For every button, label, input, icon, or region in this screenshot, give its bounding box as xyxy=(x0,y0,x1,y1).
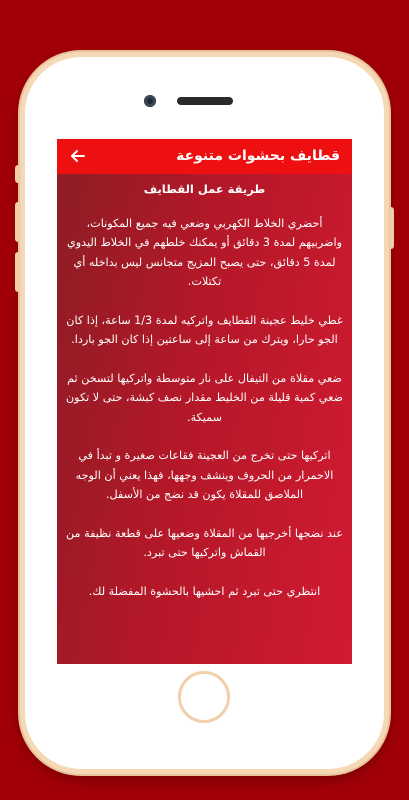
front-camera xyxy=(144,95,156,107)
recipe-content[interactable] xyxy=(65,180,344,620)
app-bar xyxy=(57,139,352,174)
earpiece-speaker xyxy=(177,97,233,105)
phone-volume-up xyxy=(15,202,21,242)
recipe-step: عند نضجها أخرجيها من المقلاة وضعيها على قطعة نظيفة من القماش واتركيها حتى تبرد. xyxy=(66,526,343,559)
back-button[interactable] xyxy=(67,145,89,167)
phone-side-button-top xyxy=(15,165,21,183)
recipe-step: غطي خليط عجينة القطايف واتركيه لمدة 1/3 ساعة، إذا كان الجو حارا، ويترك من ساعة إلى ساعتين إذا كان الجو باردا. xyxy=(66,313,343,346)
app-screen xyxy=(57,139,352,664)
phone-volume-down xyxy=(15,252,21,292)
recipe-step: اتركيها حتى تخرج من العجينة فقاعات صغيرة و تبدأ في الاحمرار من الحروف وينشف وجهها، فهذا يعني أن الوجه الملاصق للمقلاة يكون قد نضج من الأسفل. xyxy=(75,449,334,501)
home-button[interactable] xyxy=(178,671,230,723)
recipe-step: أحضري الخلاط الكهربي وضعي فيه جميع المكونات، واضربيهم لمدة 3 دقائق أو يمكنك خلطهم في الخلاط اليدوي لمدة 5 دقائق، حتى يصبح المزيج متجانس ليس بداخله أي تكتلات. xyxy=(66,216,343,288)
recipe-step: ضعي مقلاة من التيفال على نار متوسطة واتركيها لتسخن ثم ضعي كمية قليلة من الخليط مقدار نصف كبشة، حتى لا تكون سميكة. xyxy=(65,371,344,424)
phone-power-button xyxy=(388,207,394,249)
arrow-left-icon xyxy=(71,150,85,162)
recipe-heading: طريقة عمل القطايف xyxy=(143,182,266,196)
phone-mockup xyxy=(25,57,384,769)
recipe-step: انتظري حتى تبرد ثم احشيها بالحشوة المفضلة لك. xyxy=(88,584,321,598)
page-title: قطايف بحشوات متنوعة xyxy=(176,148,340,164)
